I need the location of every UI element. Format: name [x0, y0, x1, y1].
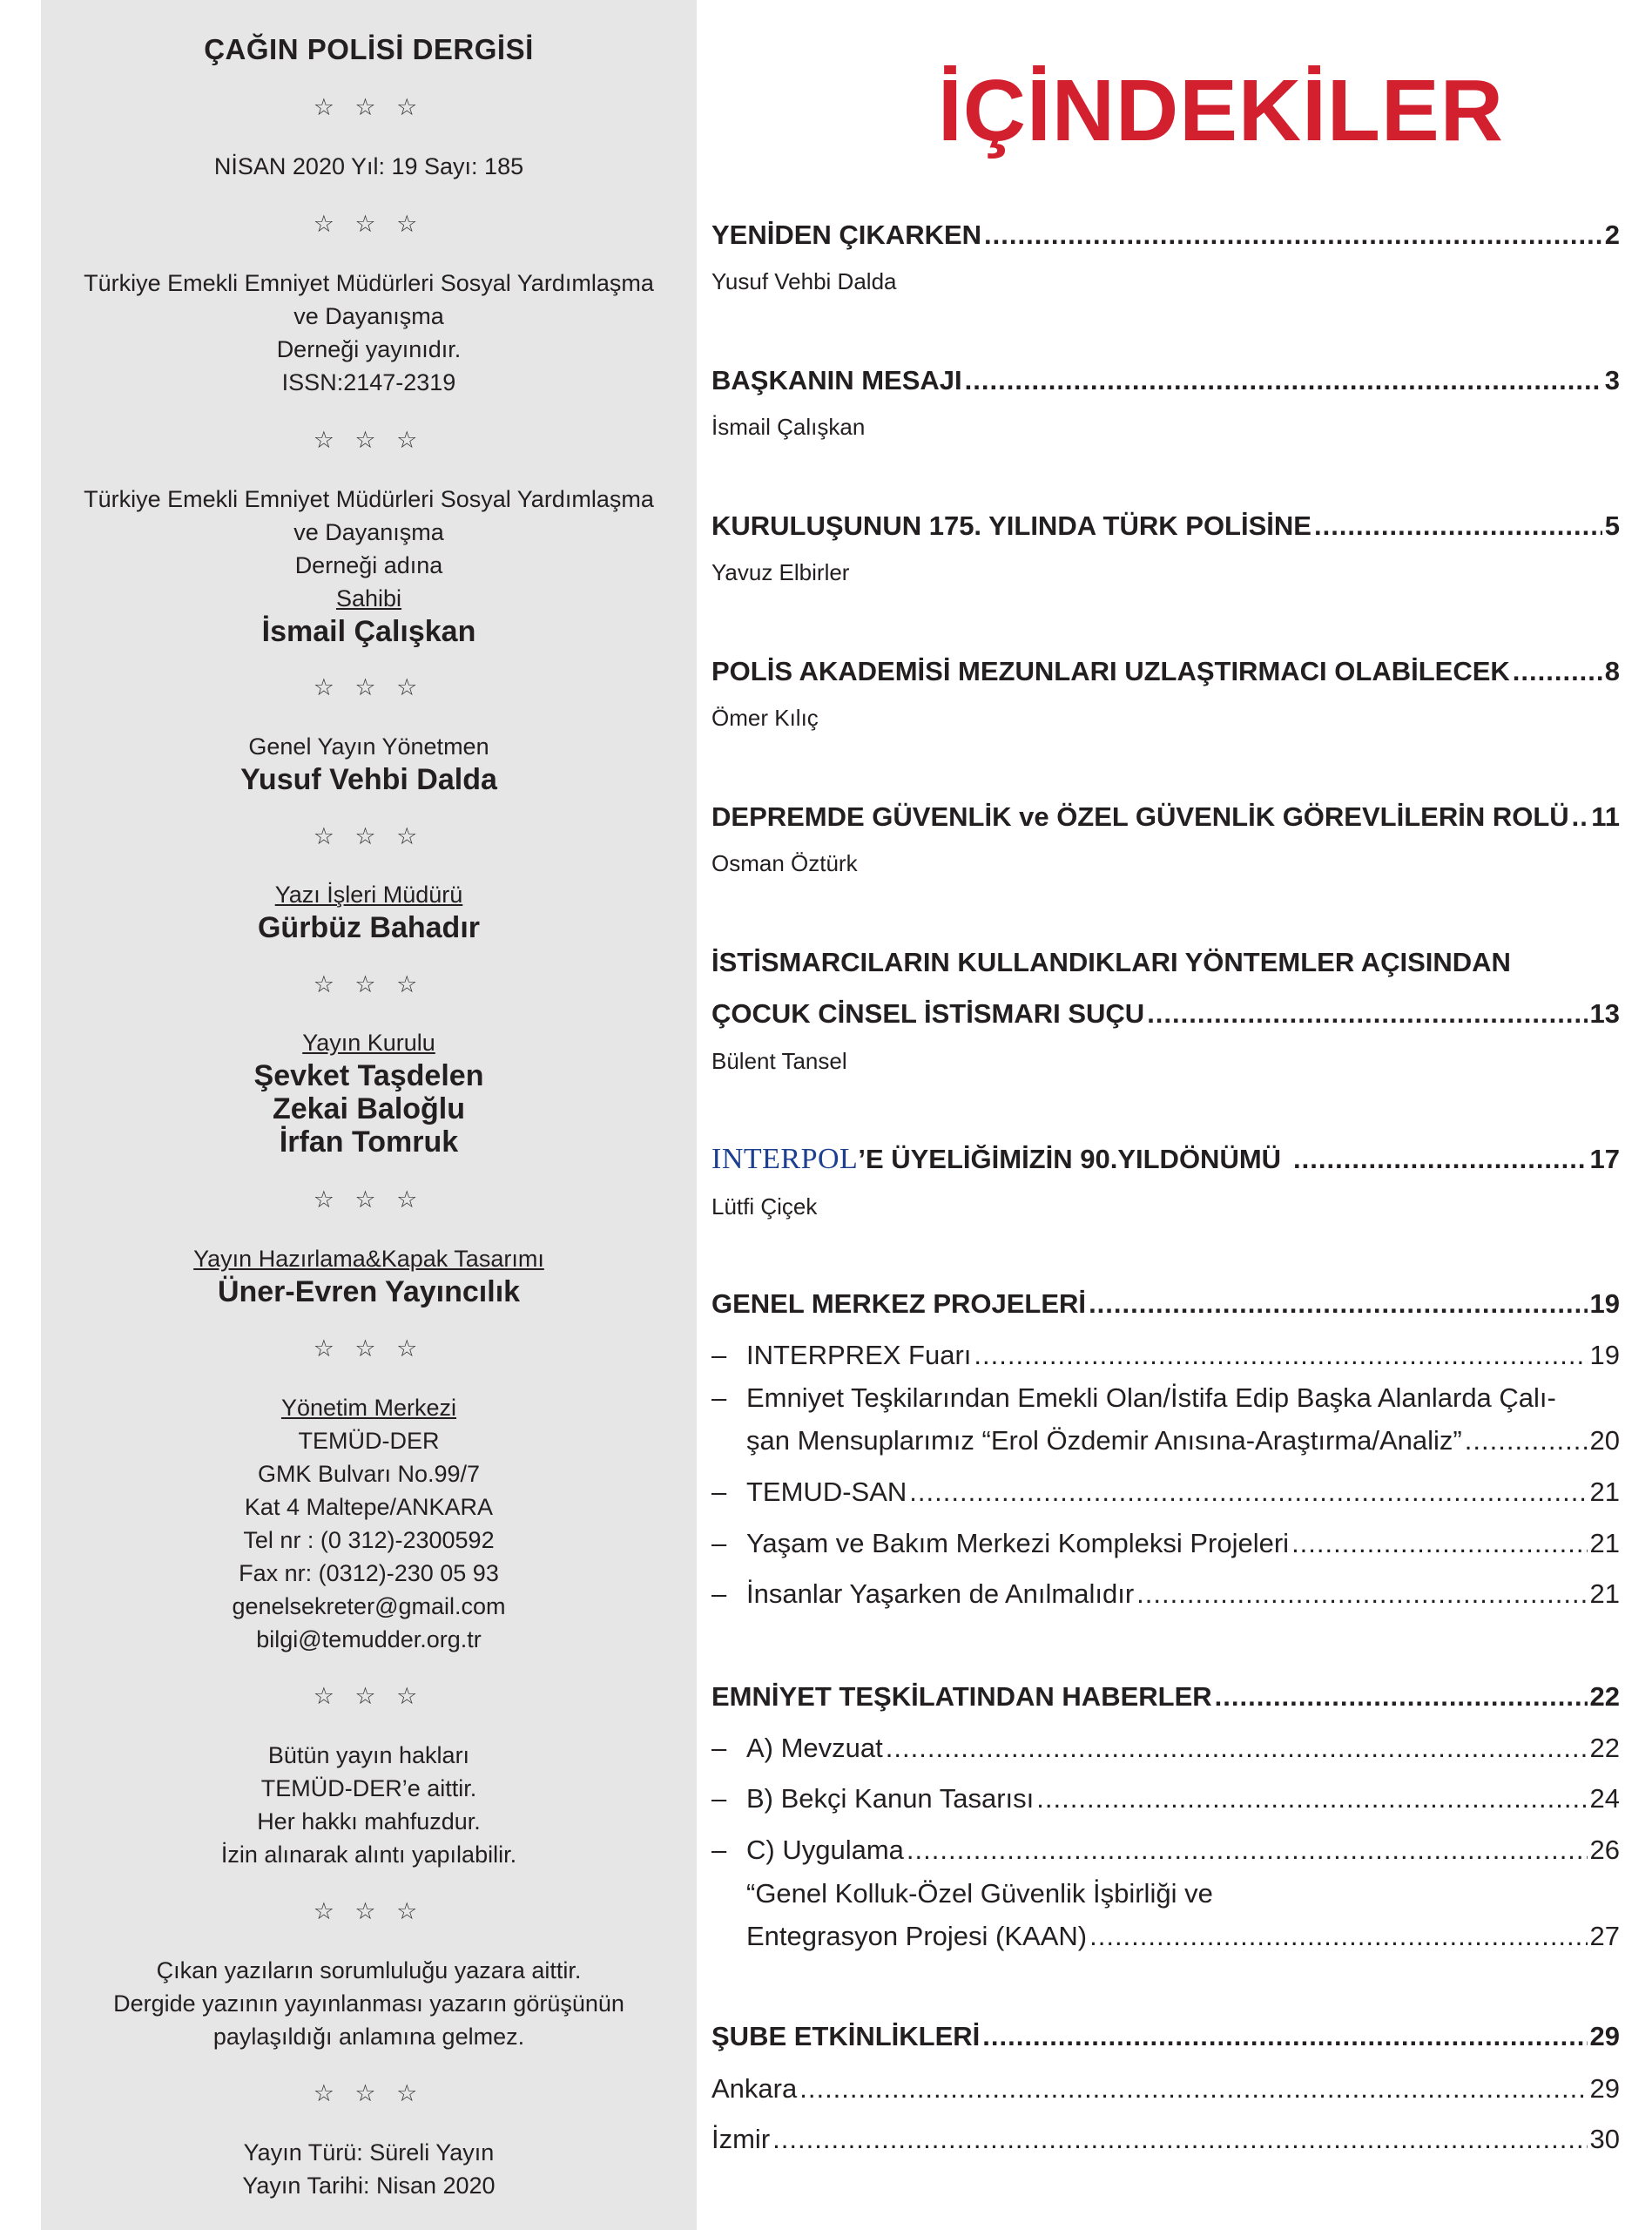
publisher-line: Türkiye Emekli Emniyet Müdürleri Sosyal Yardımlaşma: [84, 270, 654, 296]
toc-subentry-page: 19: [1589, 1340, 1620, 1370]
toc-subentry[interactable]: [711, 2124, 1620, 2155]
publication-block: [41, 2136, 697, 2202]
toc-entry-title: ÇOCUK CİNSEL İSTİSMARI SUÇU: [711, 998, 1145, 1029]
rights-line: İzin alınarak alıntı yapılabilir.: [220, 1841, 517, 1868]
toc-entry[interactable]: [711, 1143, 1620, 1176]
toc-subentry[interactable]: [711, 2073, 1620, 2105]
dot-leader: [1089, 1288, 1587, 1320]
toc-subentry[interactable]: [711, 1477, 1620, 1508]
toc-entry-page: 5: [1604, 510, 1620, 541]
dot-leader: [799, 2073, 1587, 2105]
star-divider: ☆ ☆ ☆: [313, 1186, 425, 1213]
toc-subentry-page: 29: [1589, 2073, 1620, 2104]
dash: –: [711, 1477, 727, 1507]
toc-entry-author: Yavuz Elbirler: [711, 559, 850, 585]
toc-subentry-title: Yaşam ve Bakım Merkezi Kompleksi Projeleri: [746, 1528, 1290, 1558]
toc-subentry-line1[interactable]: [711, 1382, 1556, 1414]
toc-entry[interactable]: [711, 998, 1620, 1030]
toc-entry-title-line1[interactable]: İSTİSMARCILARIN KULLANDIKLARI YÖNTEMLER AÇISINDAN: [711, 947, 1511, 977]
toc-subentry-title: İnsanlar Yaşarken de Anılmalıdır: [746, 1578, 1135, 1609]
dash: –: [711, 1733, 727, 1763]
dash: –: [711, 1340, 727, 1370]
owner-name: İsmail Çalışkan: [261, 615, 476, 648]
star-divider: ☆ ☆ ☆: [313, 211, 425, 237]
toc-entry-author: Osman Öztürk: [711, 850, 858, 876]
toc-subentry-page: 24: [1589, 1783, 1620, 1814]
toc-entry-author: Ömer Kılıç: [711, 705, 819, 731]
publisher-line: ve Dayanışma: [293, 303, 444, 329]
dot-leader: [1513, 656, 1602, 687]
dot-leader: [982, 2021, 1587, 2052]
toc-subentry[interactable]: [711, 1733, 1620, 1764]
toc-section-title: EMNİYET TEŞKİLATINDAN HABERLER: [711, 1681, 1212, 1712]
toc-entry-author: Yusuf Vehbi Dalda: [711, 268, 897, 294]
publication-date: Yayın Tarihi: Nisan 2020: [242, 2173, 496, 2199]
toc-subentry-title: INTERPREX Fuarı: [746, 1340, 972, 1370]
toc-subentry-page: 20: [1589, 1425, 1620, 1456]
dot-leader: [1293, 1144, 1587, 1175]
dot-leader: [772, 2124, 1587, 2155]
issn: ISSN:2147-2319: [281, 369, 456, 395]
publisher-line: Derneği yayınıdır.: [276, 336, 462, 362]
board-block: [41, 1026, 697, 1159]
star-divider: ☆ ☆ ☆: [313, 2080, 425, 2106]
hq-label: Yönetim Merkezi: [280, 1395, 457, 1421]
magazine-title: ÇAĞIN POLİSİ DERGİSİ: [204, 33, 534, 65]
masthead-sidebar: [41, 0, 697, 2230]
dash: –: [711, 1783, 727, 1814]
toc-subentry-page: 22: [1589, 1733, 1620, 1763]
editor-name: Gürbüz Bahadır: [257, 911, 481, 944]
star-divider: ☆ ☆ ☆: [313, 94, 425, 120]
toc-entry-page: 13: [1589, 998, 1620, 1029]
editor-label: Yazı İşleri Müdürü: [274, 882, 463, 908]
toc-entry-page: 2: [1604, 220, 1620, 250]
board-member: Zekai Baloğlu: [272, 1092, 466, 1125]
disclaimer-line: Dergide yazının yayınlanması yazarın görüşünün: [113, 1990, 624, 2017]
design-block: [41, 1242, 697, 1308]
publication-type: Yayın Türü: Süreli Yayın: [243, 2139, 495, 2166]
toc-entry[interactable]: [711, 510, 1620, 542]
toc-subentry[interactable]: [711, 1528, 1620, 1559]
dot-leader: [886, 1733, 1588, 1764]
toc-subentry[interactable]: [711, 1578, 1620, 1610]
dot-leader: [984, 220, 1602, 251]
star-divider: ☆ ☆ ☆: [313, 674, 425, 700]
toc-subentry-title: B) Bekçi Kanun Tasarısı: [746, 1783, 1035, 1814]
dot-leader: [1036, 1783, 1587, 1814]
toc-subentry-title: Ankara: [711, 2073, 798, 2104]
dash: –: [711, 1578, 727, 1609]
table-of-contents: [711, 0, 1623, 2230]
toc-section-page: 22: [1589, 1681, 1620, 1712]
board-member: Şevket Taşdelen: [253, 1059, 484, 1092]
toc-section-page: 19: [1589, 1288, 1620, 1319]
disclaimer-line: paylaşıldığı anlamına gelmez.: [212, 2024, 525, 2050]
rights-line: TEMÜD-DER’e aittir.: [260, 1775, 477, 1801]
toc-entry[interactable]: [711, 365, 1620, 396]
hq-line: TEMÜD-DER: [298, 1428, 440, 1454]
interpol-logo-text: INTERPOL: [711, 1143, 859, 1175]
toc-heading: İÇİNDEKİLER: [938, 62, 1504, 159]
owner-line: Türkiye Emekli Emniyet Müdürleri Sosyal Yardımlaşma: [84, 486, 654, 512]
toc-entry[interactable]: [711, 220, 1620, 251]
disclaimer-block: [41, 1954, 697, 2053]
toc-entry-page: 11: [1591, 801, 1620, 832]
email: bilgi@temudder.org.tr: [256, 1626, 482, 1652]
toc-subentry[interactable]: [746, 1425, 1620, 1456]
toc-subentry-title-line1: Emniyet Teşkilarından Emekli Olan/İstifa Edip Başka Alanlarda Çalı-: [746, 1382, 1556, 1413]
toc-entry[interactable]: [711, 801, 1620, 833]
gm-block: [41, 730, 697, 796]
dash: –: [711, 1382, 727, 1413]
toc-section-sube[interactable]: [711, 2021, 1620, 2052]
hq-line: GMK Bulvarı No.99/7: [257, 1461, 481, 1487]
toc-section-emniyet[interactable]: [711, 1681, 1620, 1713]
hq-line: Kat 4 Maltepe/ANKARA: [244, 1494, 494, 1520]
email: genelsekreter@gmail.com: [232, 1593, 506, 1619]
design-name: Üner-Evren Yayıncılık: [217, 1275, 521, 1308]
toc-entry-title: [711, 1143, 1281, 1176]
toc-entry-title: KURULUŞUNUN 175. YILINDA TÜRK POLİSİNE: [711, 510, 1311, 541]
dot-leader: [1314, 510, 1602, 542]
toc-entry-author: İsmail Çalışkan: [711, 414, 866, 440]
toc-entry-title: DEPREMDE GÜVENLİK ve ÖZEL GÜVENLİK GÖREVLİLERİN ROLÜ: [711, 801, 1569, 832]
toc-subentry-title: C) Uygulama: [746, 1835, 904, 1865]
board-label: Yayın Kurulu: [302, 1030, 435, 1056]
dot-leader: [909, 1477, 1587, 1508]
toc-entry-title: BAŞKANIN MESAJI: [711, 365, 962, 395]
dot-leader: [974, 1340, 1587, 1371]
dot-leader: [1147, 998, 1587, 1030]
toc-section-title: ŞUBE ETKİNLİKLERİ: [711, 2021, 981, 2051]
rights-line: Bütün yayın hakları: [267, 1742, 470, 1768]
board-member: İrfan Tomruk: [279, 1125, 459, 1159]
star-divider: ☆ ☆ ☆: [313, 1898, 425, 1924]
hq-block: [41, 1391, 697, 1656]
toc-entry-page: 17: [1589, 1144, 1620, 1174]
toc-subentry[interactable]: [711, 1835, 1620, 1866]
disclaimer-line: Çıkan yazıların sorumluluğu yazara aittir.: [156, 1957, 582, 1983]
dot-leader: [1136, 1578, 1587, 1610]
toc-subentry-title-line1[interactable]: “Genel Kolluk-Özel Güvenlik İşbirliği ve: [746, 1878, 1213, 1909]
star-divider: ☆ ☆ ☆: [313, 823, 425, 849]
star-divider: ☆ ☆ ☆: [313, 1335, 425, 1362]
design-label: Yayın Hazırlama&Kapak Tasarımı: [193, 1246, 544, 1272]
toc-subentry-page: 26: [1589, 1835, 1620, 1865]
toc-entry-page: 8: [1604, 656, 1620, 686]
dot-leader: [1465, 1425, 1588, 1456]
toc-subentry-page: 27: [1589, 1921, 1620, 1951]
toc-entry-author: Bülent Tansel: [711, 1048, 847, 1074]
toc-entry-title: YENİDEN ÇIKARKEN: [711, 220, 982, 250]
gm-label: Genel Yayın Yönetmen: [248, 733, 489, 760]
toc-subentry-page: 30: [1589, 2124, 1620, 2154]
rights-block: [41, 1739, 697, 1871]
toc-section-genel-merkez[interactable]: [711, 1288, 1620, 1320]
star-divider: ☆ ☆ ☆: [313, 1683, 425, 1709]
toc-entry[interactable]: [711, 656, 1620, 687]
owner-line: ve Dayanışma: [293, 519, 444, 545]
phone: Tel nr : (0 312)-2300592: [243, 1527, 495, 1553]
toc-subentry[interactable]: [711, 1340, 1620, 1371]
owner-label: Sahibi: [335, 585, 402, 612]
dot-leader: [965, 365, 1602, 396]
dash: –: [711, 1528, 727, 1558]
toc-section-page: 29: [1589, 2021, 1620, 2051]
toc-subentry-page: 21: [1589, 1477, 1620, 1507]
dot-leader: [1089, 1921, 1587, 1952]
dash: –: [711, 1835, 727, 1865]
toc-entry-author: Lütfi Çiçek: [711, 1193, 818, 1220]
toc-subentry-title: A) Mevzuat: [746, 1733, 883, 1763]
toc-section-title: GENEL MERKEZ PROJELERİ: [711, 1288, 1087, 1319]
toc-subentry-title: Entegrasyon Projesi (KAAN): [746, 1921, 1088, 1951]
toc-subentry-title: TEMUD-SAN: [746, 1477, 907, 1507]
star-divider: ☆ ☆ ☆: [313, 971, 425, 997]
toc-entry-page: 3: [1604, 365, 1620, 395]
toc-subentry-page: 21: [1589, 1528, 1620, 1558]
fax: Fax nr: (0312)-230 05 93: [239, 1560, 499, 1586]
star-divider: ☆ ☆ ☆: [313, 427, 425, 453]
rights-line: Her hakkı mahfuzdur.: [257, 1808, 481, 1835]
editor-block: [41, 878, 697, 944]
dot-leader: [1215, 1681, 1588, 1713]
toc-subentry-title: şan Mensuplarımız “Erol Özdemir Anısına-Araştırma/Analiz”: [746, 1425, 1462, 1456]
publisher-block: [41, 267, 697, 399]
toc-subentry-title: İzmir: [711, 2124, 771, 2154]
owner-line: Derneği adına: [294, 552, 443, 578]
gm-name: Yusuf Vehbi Dalda: [240, 763, 497, 796]
toc-subentry[interactable]: [711, 1783, 1620, 1814]
toc-entry-title: POLİS AKADEMİSİ MEZUNLARI UZLAŞTIRMACI OLABİLECEK: [711, 656, 1510, 686]
dot-leader: [1572, 801, 1589, 833]
dot-leader: [907, 1835, 1588, 1866]
owner-block: [41, 483, 697, 648]
issue-info: NİSAN 2020 Yıl: 19 Sayı: 185: [213, 153, 524, 179]
toc-entry-title-rest: ’E ÜYELİĞİMİZİN 90.YILDÖNÜMÜ: [858, 1144, 1282, 1174]
toc-subentry-page: 21: [1589, 1578, 1620, 1609]
toc-subentry[interactable]: [746, 1921, 1620, 1952]
dot-leader: [1291, 1528, 1587, 1559]
